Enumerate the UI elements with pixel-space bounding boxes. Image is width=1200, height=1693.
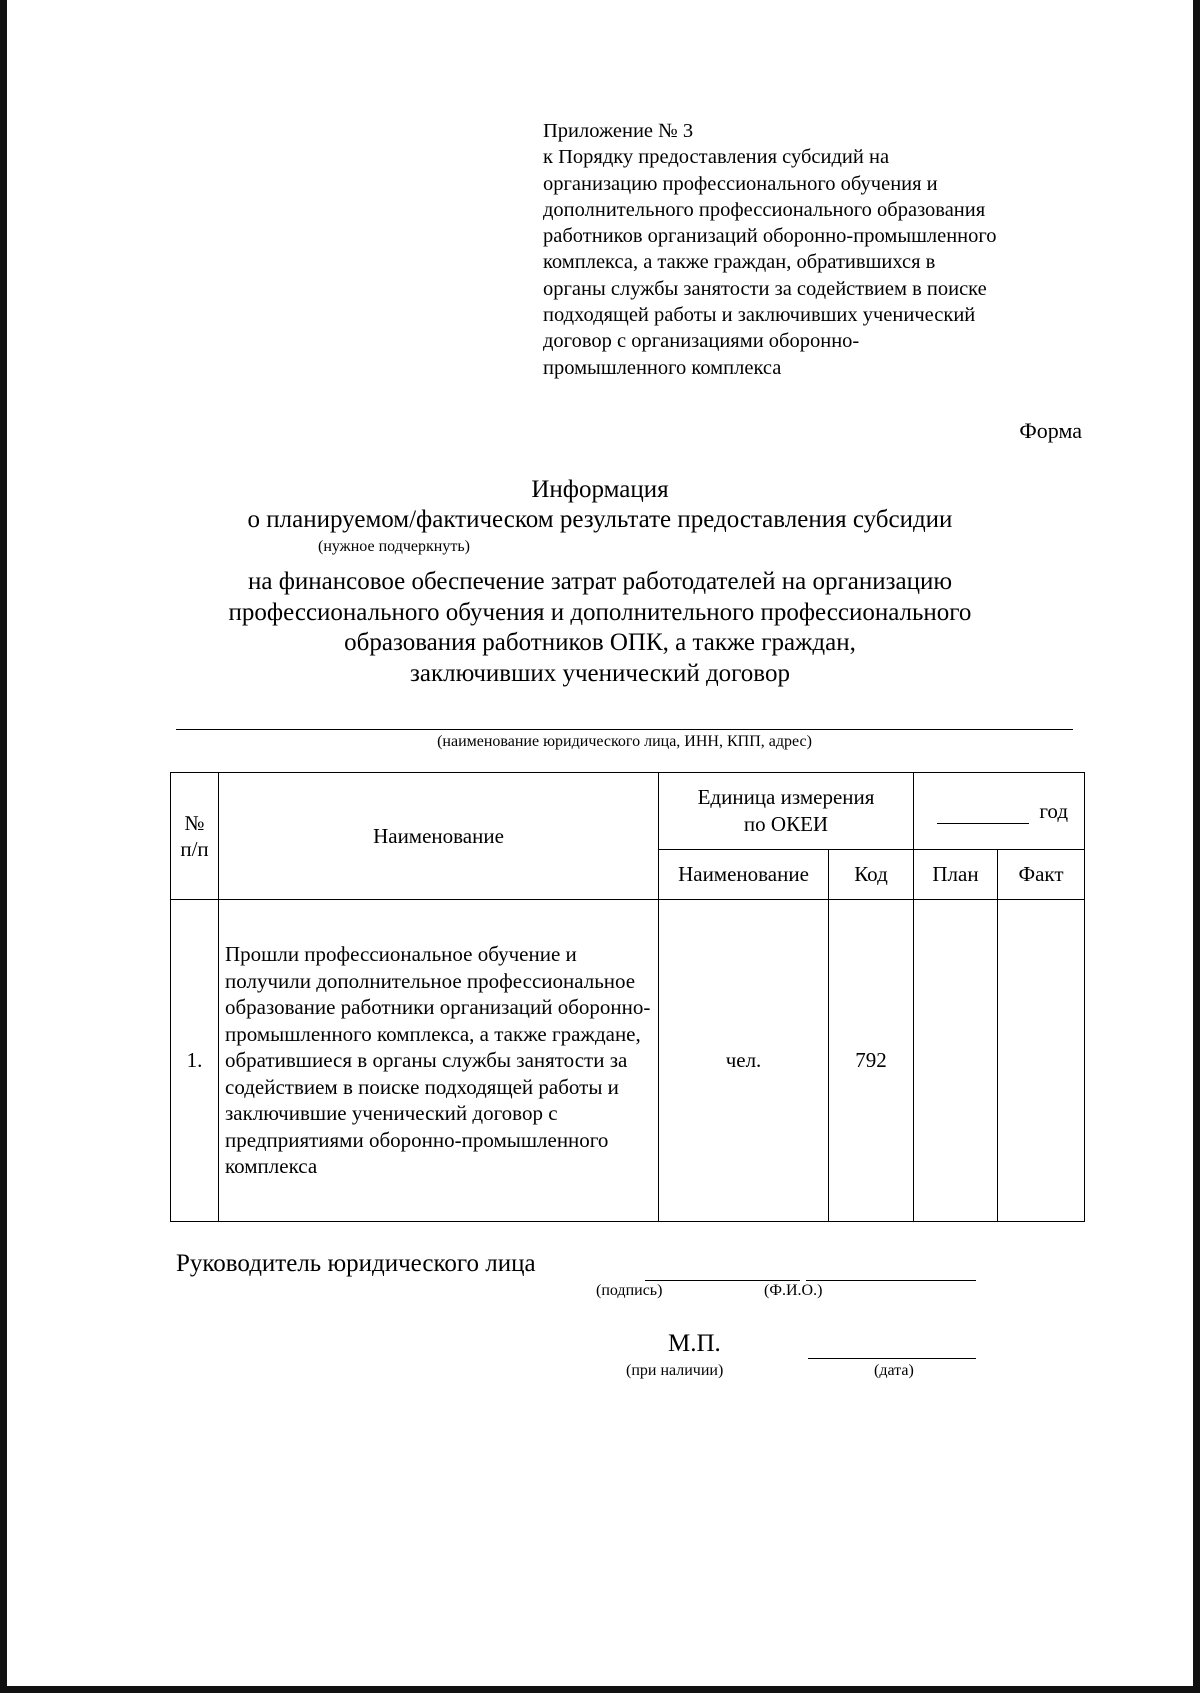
header-num: № п/п: [171, 773, 219, 900]
appendix-line: подходящей работы и заключивших ученический: [543, 304, 976, 327]
header-unit-code: Код: [829, 850, 914, 900]
signature-caption: (подпись): [596, 1282, 663, 1299]
row-plan: [914, 900, 998, 1222]
row-code: 792: [829, 900, 914, 1222]
header-unit: Единица измерения по ОКЕИ: [659, 773, 914, 850]
table-row: [171, 900, 1085, 1222]
header-unit-name: Наименование: [659, 850, 829, 900]
appendix-line: договор с организациями оборонно-: [543, 330, 860, 353]
header-plan: План: [914, 850, 998, 900]
head-label: Руководитель юридического лица: [176, 1250, 536, 1277]
row-unit: чел.: [659, 900, 829, 1222]
purpose-line: профессионального обучения и дополнительного профессионального: [228, 598, 972, 626]
scan-border-right: [1193, 0, 1200, 1693]
purpose-line: на финансовое обеспечение затрат работодателей на организацию: [247, 568, 953, 595]
year-label: год: [1039, 798, 1069, 823]
document-subtitle: о планируемом/фактическом результате предоставления субсидии: [247, 506, 953, 533]
appendix-line: к Порядку предоставления субсидий на: [543, 146, 890, 169]
purpose-line: образования работников ОПК, а также граждан,: [344, 629, 856, 656]
header-year: [914, 773, 1085, 850]
row-name: Прошли профессиональное обучение и получили дополнительное профессиональное образование работники организаций оборонно-промышленного комплекса, а также граждане, обратившиеся в органы службы занятости за содействием в поиске подходящей работы и заключившие ученический договор с предприятиями оборонно-промышленного комплекса: [219, 900, 659, 1222]
header-name: Наименование: [219, 773, 659, 900]
row-num: 1.: [171, 900, 219, 1222]
appendix-header: [543, 118, 1103, 381]
year-blank: [937, 805, 1029, 824]
header-fact: Факт: [998, 850, 1085, 900]
appendix-line: работников организаций оборонно-промышленного: [543, 225, 997, 248]
appendix-line: организацию профессионального обучения и: [543, 172, 938, 195]
appendix-line: органы службы занятости за содействием в поиске: [543, 277, 987, 300]
appendix-line: комплекса, а также граждан, обратившихся в: [543, 251, 936, 274]
document-title: Информация: [531, 476, 669, 503]
document-purpose: [120, 567, 1080, 689]
appendix-line: промышленного комплекса: [543, 356, 782, 379]
fio-caption: (Ф.И.О.): [764, 1282, 823, 1299]
row-fact: [998, 900, 1085, 1222]
scan-border-bottom: [0, 1686, 1200, 1693]
appendix-line: дополнительного профессионального образования: [543, 198, 986, 221]
underline-note: (нужное подчеркнуть): [318, 538, 470, 555]
stamp-label: М.П.: [668, 1330, 721, 1357]
scan-border-left: [0, 0, 7, 1693]
signature-line: [645, 1280, 800, 1281]
date-caption: (дата): [874, 1362, 914, 1379]
purpose-line: заключивших ученический договор: [410, 659, 790, 687]
stamp-caption: (при наличии): [626, 1362, 724, 1379]
fio-line: [806, 1280, 976, 1281]
entity-caption: (наименование юридического лица, ИНН, КПП, адрес): [437, 733, 812, 750]
form-label: Форма: [1019, 418, 1082, 443]
results-table: [170, 772, 1085, 1222]
entity-fill-line: [176, 729, 1073, 730]
date-line: [808, 1358, 976, 1359]
appendix-line: Приложение № 3: [543, 120, 694, 142]
